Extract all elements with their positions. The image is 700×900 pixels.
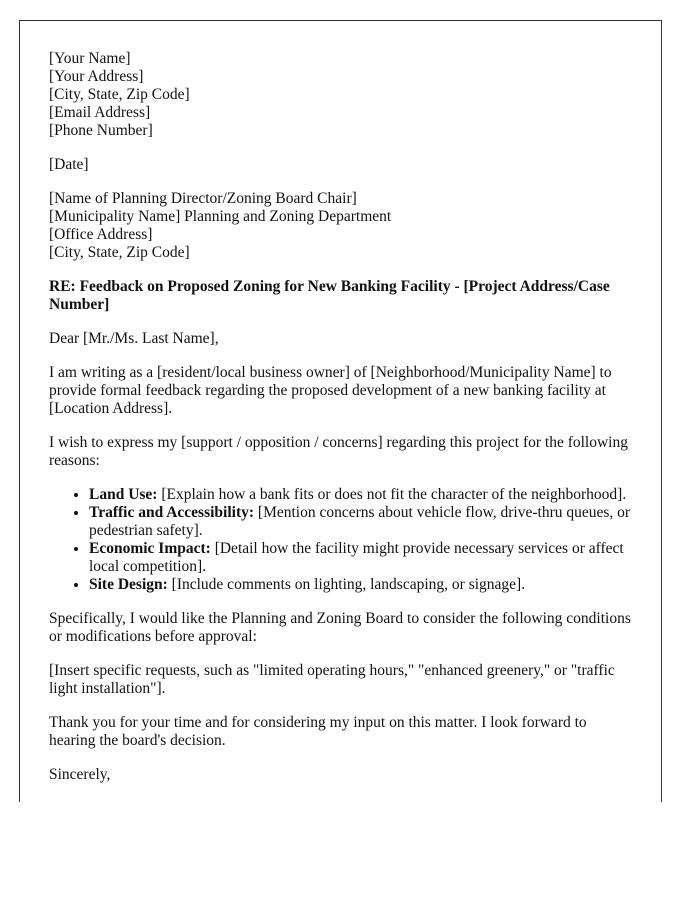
subject-line: RE: Feedback on Proposed Zoning for New Banking Facility - [Project Address/Case Number]: [49, 278, 610, 313]
reason-label: Economic Impact:: [89, 540, 211, 557]
sender-email: [Email Address]: [49, 104, 151, 121]
reason-text: [Mention concerns about vehicle flow, drive-thru queues, or pedestrian safety].: [89, 504, 631, 539]
sender-phone: [Phone Number]: [49, 122, 153, 139]
list-item: [89, 576, 632, 594]
recipient-department: [Municipality Name] Planning and Zoning Department: [49, 208, 392, 225]
letter-page: [19, 20, 662, 802]
list-item: [89, 486, 632, 504]
list-item: [89, 540, 632, 576]
closing-paragraph: Thank you for your time and for considering my input on this matter. I look forward to hearing the board's decision.: [49, 714, 587, 749]
signoff: Sincerely,: [49, 766, 111, 783]
list-item: [89, 504, 632, 540]
reason-label: Site Design:: [89, 576, 168, 593]
recipient-name: [Name of Planning Director/Zoning Board Chair]: [49, 190, 357, 207]
stance-paragraph: I wish to express my [support / opposition / concerns] regarding this project for the following reasons:: [49, 434, 628, 469]
sender-block: [49, 50, 632, 140]
reason-text: [Include comments on lighting, landscaping, or signage].: [167, 576, 526, 593]
recipient-block: [49, 190, 632, 262]
requests-paragraph: [Insert specific requests, such as "limited operating hours," "enhanced greenery," or "traffic light installation"].: [49, 662, 615, 697]
salutation: Dear [Mr./Ms. Last Name],: [49, 330, 219, 347]
sender-city: [City, State, Zip Code]: [49, 86, 190, 103]
intro-paragraph: I am writing as a [resident/local business owner] of [Neighborhood/Municipality Name] to provide formal feedback regarding the proposed development of a new banking facility at [Location Address].: [49, 364, 612, 417]
letter-date: [Date]: [49, 156, 89, 173]
reason-text: [Explain how a bank fits or does not fit the character of the neighborhood].: [157, 486, 627, 503]
recipient-address: [Office Address]: [49, 226, 153, 243]
reason-label: Traffic and Accessibility:: [89, 504, 255, 521]
reason-label: Land Use:: [89, 486, 158, 503]
reasons-list: [49, 486, 632, 594]
sender-name: [Your Name]: [49, 50, 131, 67]
conditions-paragraph: Specifically, I would like the Planning and Zoning Board to consider the following conditions or modifications before approval:: [49, 610, 631, 645]
reason-text: [Detail how the facility might provide necessary services or affect local competition].: [89, 540, 624, 575]
recipient-city: [City, State, Zip Code]: [49, 244, 190, 261]
sender-address: [Your Address]: [49, 68, 144, 85]
